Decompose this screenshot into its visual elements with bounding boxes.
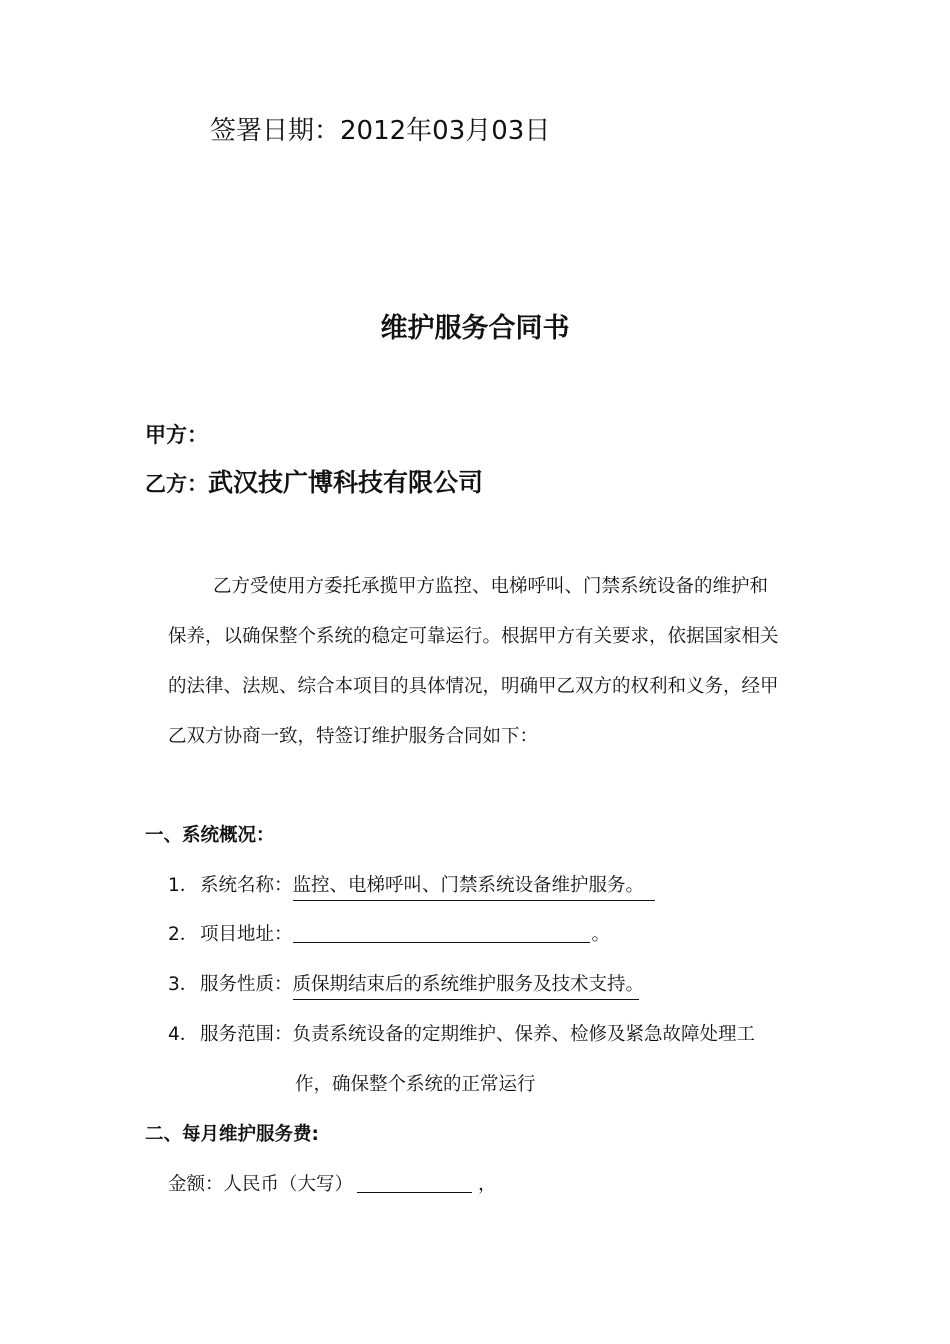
item-number: 3． xyxy=(168,974,199,995)
system-name-value xyxy=(293,871,655,901)
amount-label: 金额：人民币（大写） xyxy=(168,1174,354,1195)
item-label: 服务范围： xyxy=(200,1024,293,1045)
party-b-name: 武汉技广博科技有限公司 xyxy=(208,468,484,497)
item-suffix: 。 xyxy=(625,875,645,896)
project-address-field xyxy=(293,920,590,943)
party-b xyxy=(145,463,483,499)
section-1-heading: 一、系统概况： xyxy=(145,825,275,846)
service-nature-value xyxy=(292,970,645,1000)
intro-line-1: 乙方受使用方委托承揽甲方监控、电梯呼叫、门禁系统设备的维护和 xyxy=(213,576,769,597)
item-project-address xyxy=(168,920,610,946)
item-service-nature xyxy=(168,970,645,1000)
service-scope-value: 负责系统设备的定期维护、保养、检修及紧急故障处理工 xyxy=(292,1024,756,1045)
item-number: 2． xyxy=(168,924,199,945)
item-number: 4． xyxy=(168,1024,199,1045)
item-number: 1． xyxy=(168,875,199,896)
intro-line-3: 的法律、法规、综合本项目的具体情况，明确甲乙双方的权利和义务，经甲 xyxy=(168,676,779,697)
intro-line-4: 乙双方协商一致，特签订维护服务合同如下： xyxy=(168,726,539,747)
item-service-scope xyxy=(168,1020,755,1046)
item-system-name xyxy=(168,871,655,901)
item-amount xyxy=(168,1170,497,1196)
amount-suffix: ， xyxy=(478,1174,497,1195)
service-scope-value-line-2: 作，确保整个系统的正常运行 xyxy=(295,1074,536,1095)
document-title: 维护服务合同书 xyxy=(380,313,570,344)
party-b-label: 乙方： xyxy=(145,472,208,496)
amount-field xyxy=(357,1170,472,1193)
item-label: 项目地址： xyxy=(200,924,293,945)
intro-line-2: 保养，以确保整个系统的稳定可靠运行。根据甲方有关要求，依据国家相关 xyxy=(168,626,779,647)
system-name-text: 监控、电梯呼叫、门禁系统设备维护服务 xyxy=(292,875,626,896)
service-nature-text: 质保期结束后的系统维护服务及技术支持 xyxy=(292,974,626,995)
sign-date: 签署日期：2012年03月03日 xyxy=(210,116,551,146)
item-suffix: 。 xyxy=(591,924,611,945)
item-label: 服务性质： xyxy=(200,974,293,995)
item-label: 系统名称： xyxy=(200,875,293,896)
section-2-heading: 二、每月维护服务费: xyxy=(145,1124,319,1145)
item-suffix: 。 xyxy=(625,974,645,995)
party-a-label: 甲方： xyxy=(145,423,208,447)
